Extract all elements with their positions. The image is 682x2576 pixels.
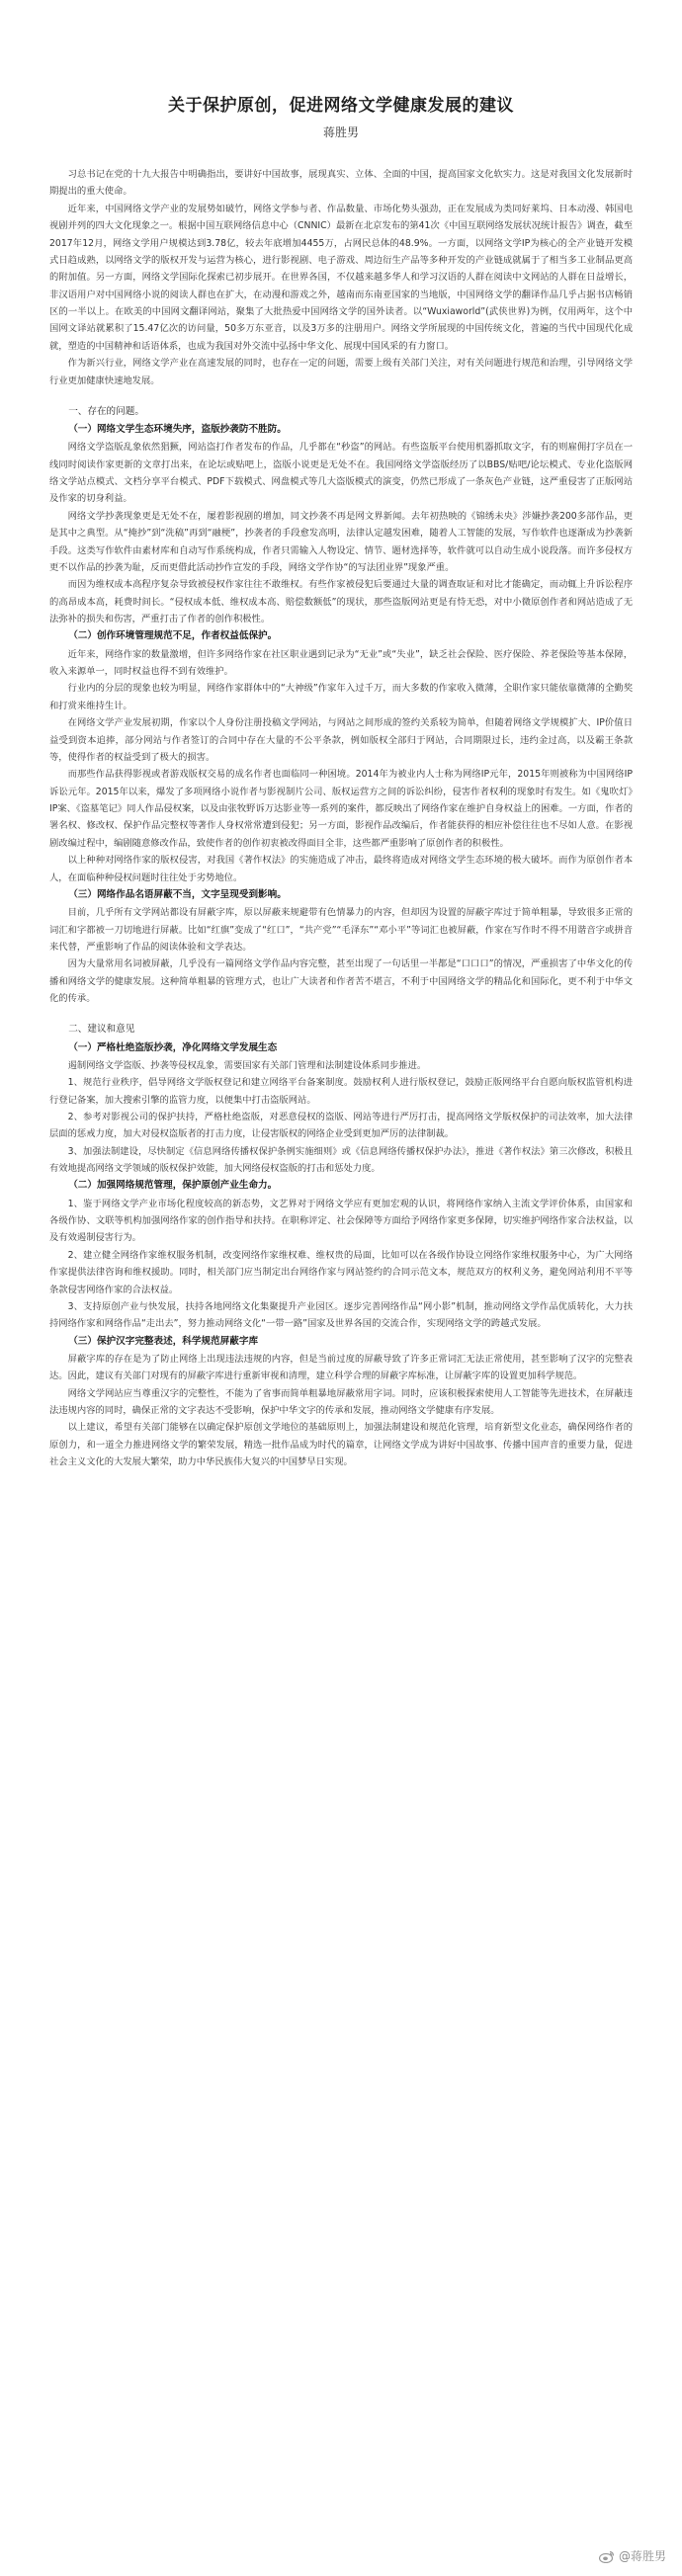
body-paragraph: 而因为维权成本高程序复杂导致被侵权作家往往不敢维权。有些作家被侵犯后要通过大量的调查取证和对比才能确定，而动辄上升诉讼程序的高昂成本高，耗费时间长。“侵权成本低、维权成本高、赔偿数额低”的现状，那些盗版网站更是有恃无恐，对中小微原创作者和网站造成了无法弥补的损失和伤害，严重打击了作者的创作积极性。 xyxy=(49,579,633,625)
body-paragraph: 网络文学抄袭现象更是无处不在，屡着影视剧的增加，同文抄袭不再是网文界新闻。去年初热映的《锦绣未央》涉嫌抄袭200多部作品，更是其中之典型。从“掩抄”到“洗稿”再到“融梗”，抄袭者的手段愈发高明，法律认定越发困难，随着人工智能的发展，写作软件也逐渐成为抄袭新手段。这类写作软件由素材库和自动写作系统构成，作者只需输入人物设定、情节、题材选择等，软件就可以自动生成小说段落。而许多侵权方更不以作品的抄袭为耻，反而更借此活动抄作宣发的手段，网络文学作协“的写法团业界”现象严重。 xyxy=(49,510,633,573)
section-heading: （二）加强网络规范管理，保护原创产业生命力。 xyxy=(68,1180,278,1192)
part-heading: 二、建议和意见 xyxy=(68,1024,135,1036)
body-paragraph: 3、加强法制建设，尽快制定《信息网络传播权保护条例实施细则》或《信息网络传播权保护办法》，推进《著作权法》第三次修改，积极且有效地提高网络文学领域的版权保护效能，加大网络侵权盗版的打击和惩处力度。 xyxy=(49,1145,633,1175)
body-paragraph: 2、建立健全网络作家维权服务机制，改变网络作家维权难、维权贵的局面，比如可以在各级作协设立网络作家维权服务中心，为广大网络作家提供法律咨询和维权援助。同时，相关部门应当制定出台网络作家与网站签约的合同示范文本，规范双方的权利义务，避免网站利用不平等条款侵害网络作家的合法权益。 xyxy=(49,1249,633,1295)
intro-paragraph: 习总书记在党的十九大报告中明确指出，要讲好中国故事，展现真实、立体、全面的中国，提高国家文化软实力。这是对我国文化发展新时期提出的重大使命。 xyxy=(49,169,633,198)
body-paragraph: 3、支持原创产业与快发展，扶持各地网络文化集聚提升产业园区。逐步完善网络作品“网小影”机制，推动网络文学作品优质转化，大力扶持网络作家和网络作品“走出去”，努力推动网络文化“一带一路”国家及世界各国的交流合作，实现网络文学的跨越式发展。 xyxy=(49,1300,633,1330)
body-paragraph: 遏制网络文学盗版、抄袭等侵权乱象，需要国家有关部门管理和法制建设体系同步推进。 xyxy=(67,1059,427,1071)
part-heading: 一、存在的问题。 xyxy=(68,405,144,417)
weibo-watermark xyxy=(599,2547,666,2564)
document-body xyxy=(49,166,633,1471)
section-heading: （三）保护汉字完整表述，科学规范屏蔽字库 xyxy=(68,1335,259,1347)
section-heading: （三）网络作品名语屏蔽不当，文字呈现受到影响。 xyxy=(68,888,287,900)
body-paragraph: 在网络文学产业发展初期，作家以个人身份注册投稿文学网站，与网站之间形成的签约关系较为简单，但随着网络文学规模扩大、IP价值日益受到资本追捧，部分网站与作者签订的合同中存在大量的不公平条款，例如版权全部归于网站，合同期限过长，违约金过高，以及霸王条款等，使得作者的权益受到了极大的损害。 xyxy=(49,717,633,763)
document-title: 关于保护原创，促进网络文学健康发展的建议 xyxy=(168,96,514,116)
body-paragraph: 近年来，网络作家的数量激增，但许多网络作家在社区职业遇到记录为“无业”或“失业”，缺乏社会保险、医疗保险、养老保险等基本保障，收入来源单一，同时权益也得不到有效维护。 xyxy=(49,648,633,678)
watermark-handle: @蒋胜男 xyxy=(618,2549,666,2563)
body-paragraph: 1、鉴于网络文学产业市场化程度较高的新态势，文艺界对于网络文学应有更加宏观的认识，将网络作家纳入主流文学评价体系，由国家和各级作协、文联等机构加强网络作家的创作指导和扶持。在职称评定、社会保障等方面给予网络作家更多保障，切实维护网络作家合法权益，以及有效遏制侵害行为。 xyxy=(49,1198,633,1244)
body-paragraph: 因为大量常用名词被屏蔽，几乎没有一篇网络文学作品内容完整，甚至出现了一句话里一半都是“口口口”的情况，严重损害了中华文化的传播和网络文学的健康发展。这种简单粗暴的管理方式，也让广大读者和作者苦不堪言，不利于中国网络文学的精品化和国际化，更不利于中华文化的传承。 xyxy=(49,958,633,1004)
section-heading: （二）创作环境管理规范不足，作者权益低保护。 xyxy=(68,630,278,642)
body-paragraph: 屏蔽字库的存在是为了防止网络上出现违法违规的内容，但是当前过度的屏蔽导致了许多正常词汇无法正常使用，甚至影响了汉字的完整表达。因此，建议有关部门对现有的屏蔽字库进行重新审视和清理，建立科学合理的屏蔽字库标准，让屏蔽字库的设置更加科学规范。 xyxy=(49,1353,633,1382)
author-name: 蒋胜男 xyxy=(322,125,359,139)
body-paragraph: 目前，几乎所有文学网站都设有屏蔽字库，原以屏蔽来规避带有色情暴力的内容，但却因为设置的屏蔽字库过于简单粗暴，导致很多正常的词汇和字都被一刀切地进行屏蔽。比如“红旗”变成了“红口”，“共产党”“毛泽东”“邓小平”等词汇也被屏蔽，作家在写作时不得不用谐音字或拼音来代替，严重影响了作品的阅读体验和文学表达。 xyxy=(49,907,633,953)
body-paragraph: 行业内的分层的现象也较为明显，网络作家群体中的“大神级”作家年入过千万，而大多数的作家收入微薄，全职作家只能依靠微薄的全勤奖和打赏来维持生计。 xyxy=(49,683,633,711)
body-paragraph: 1、规范行业秩序，倡导网络文学版权登记和建立网络平台备案制度。鼓励权利人进行版权登记，鼓励正版网络平台自愿向版权监管机构进行登记备案，加大搜索引擎的监管力度，以便集中打击盗版网站。 xyxy=(49,1077,633,1106)
body-paragraph: 2、参考对影视公司的保护扶持，严格杜绝盗版，对恶意侵权的盗版、网站等进行严厉打击，提高网络文学版权保护的司法效率，加大法律层面的惩戒力度，加大对侵权盗版者的打击力度，让侵害版权的网络企业受到更加严厉的法律制裁。 xyxy=(49,1111,633,1140)
body-paragraph: 网络文学网站应当尊重汉字的完整性，不能为了省事而简单粗暴地屏蔽常用字词。同时，应该积极探索使用人工智能等先进技术，在屏蔽违法违规内容的同时，确保正常的文字表达不受影响，保护中华文字的传承和发展，推动网络文学健康有序发展。 xyxy=(49,1387,633,1416)
body-paragraph: 以上建议，希望有关部门能够在以确定保护原创文学地位的基础原则上，加强法制建设和规范化管理，培育新型文化业态，确保网络作者的原创力，和一道全力推进网络文学的繁荣发展，精选一批作品成为时代的篇章，让网络文学成为讲好中国故事、传播中国声音的重要力量，促进社会主义文化的大发展大繁荣，助力中华民族伟大复兴的中国梦早日实现。 xyxy=(49,1422,633,1468)
body-paragraph: 而那些作品获得影视或者游戏版权交易的成名作者也面临同一种困境。2014年为被业内人士称为网络IP元年，2015年则被称为中国网络IP诉讼元年。2015年以来，爆发了多项网络小说作者与影视制片公司、版权运营方之间的诉讼纠纷，侵害作者权利的现象时有发生。如《鬼吹灯》IP案、《盗墓笔记》同人作品侵权案，以及由张牧野诉万达影业等一系列的案件，都反映出了网络作家在维护自身权益上的困难。一方面，作者的署名权、修改权、保护作品完整权等著作人身权常常遭到侵犯；另一方面，影视作品改编后，作者能获得的相应补偿往往也不尽如人意。在影视剧改编过程中，编剧随意修改作品，致使作者的创作初衷被改得面目全非，这些都严重影响了原创作者的积极性。 xyxy=(49,769,633,849)
intro-paragraph: 作为新兴行业，网络文学产业在高速发展的同时，也存在一定的问题，需要上级有关部门关注，对有关问题进行规范和治理，引导网络文学行业更加健康快速地发展。 xyxy=(49,358,633,386)
body-paragraph: 网络文学盗版乱象依然猖獗，网站盗打作者发布的作品，几乎都在“秒盗”的网站。有些盗版平台使用机器抓取文字，有的则雇佣打字员在一线同时阅读作家更新的文章打出来，在论坛或贴吧上，盗版小说更是无处不在。我国网络文学盗版经历了以BBS/贴吧/论坛模式、专业化盗版网络文学站点模式、文档分享平台模式、PDF下载模式、网盘模式等几大盗版模式的演变，仍然已形成了一条灰色产业链，这严重侵害了正版网站及作家的切身利益。 xyxy=(49,442,633,505)
intro-paragraph: 近年来，中国网络文学产业的发展势如破竹，网络文学参与者、作品数量、市场化势头强劲，正在发展成为类同好莱坞、日本动漫、韩国电视剧并列的四大文化现象之一。根据中国互联网络信息中心（CNNIC）最新在北京发布的第41次《中国互联网络发展状况统计报告》调查，截至2017年12月，网络文学用户规模达到3.78亿，较去年底增加4455万，占网民总体的48.9%。一方面，以网络文学IP为核心的全产业链开发模式日趋成熟，以网络文学的版权开发与运营为核心，进行影视剧、电子游戏、周边衍生产品等多种开发的产业链成就属于了相当多工业制品更高的附加值。另一方面，网络文学国际化探索已初步展开。在世界各国，不仅越来越多华人和学习汉语的人群在阅读中文网站的人群在日益增长，非汉语用户对中国网络小说的阅读人群也在扩大，在动漫和游戏之外，越南而东南亚国家的当地版，中国网络文学的翻译作品几乎占据书店畅销区的一半以上。在欧美的中国网文翻译网站，聚集了大批热爱中国网络文学的国外读者。以“Wuxiaworld”(武侠世界)为例，仅用两年，这个中国网文译站就累积了15.47亿次的访问量，50多万东亚音，以及3万多的注册用户。网络文学所展现的中国传统文化，普遍的当代中国现代化成就，塑造的中国精神和话语体系，也成为我国对外交流中弘扬中华文化、展现中国风采的有力窗口。 xyxy=(49,203,633,352)
weibo-logo-icon xyxy=(599,2549,615,2563)
section-heading: （一）严格杜绝盗版抄袭，净化网络文学发展生态 xyxy=(68,1041,278,1053)
section-heading: （一）网络文学生态环境失序，盗版抄袭防不胜防。 xyxy=(68,424,287,436)
body-paragraph: 以上种种对网络作家的版权侵害，对我国《著作权法》的实施造成了冲击，最终将造成对网络文学生态环境的极大破坏。而作为原创作者本人，在面临种种侵权问题时往往处于劣势地位。 xyxy=(49,855,633,883)
